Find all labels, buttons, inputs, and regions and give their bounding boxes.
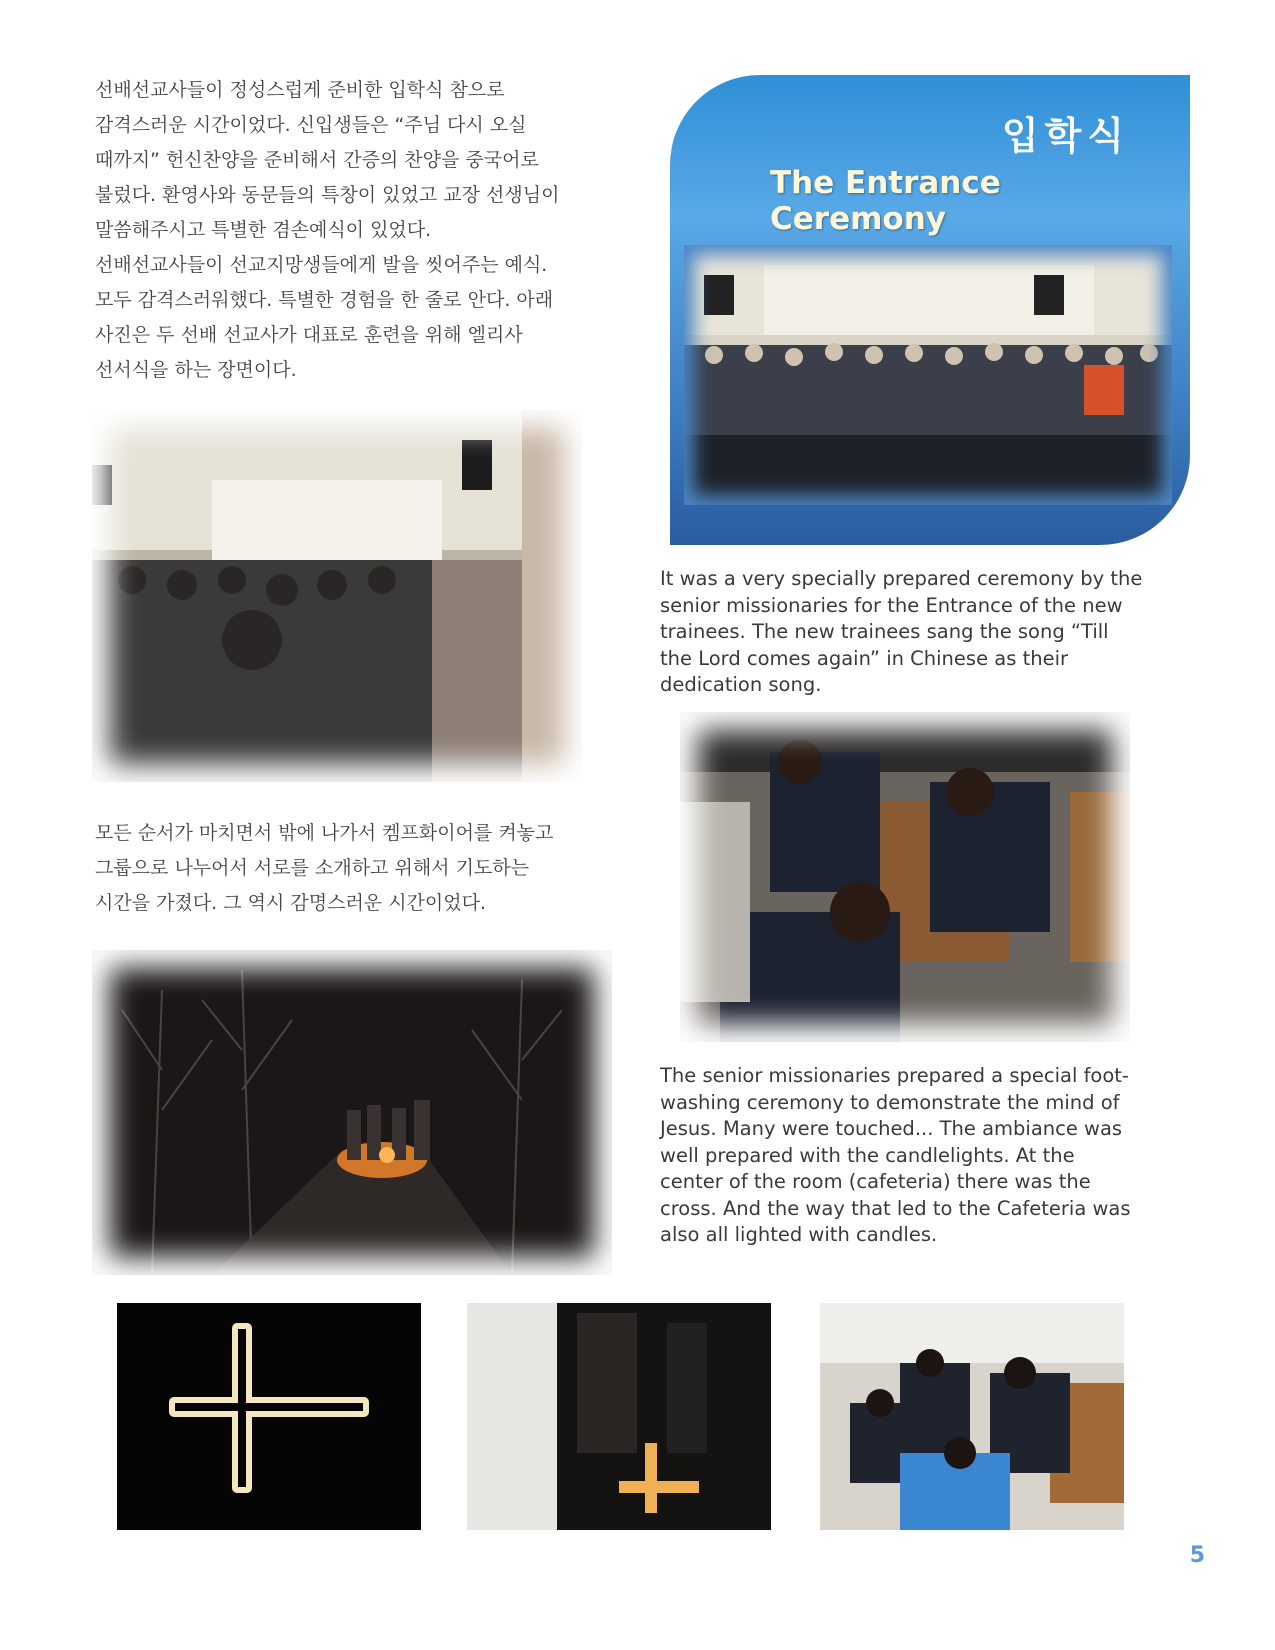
ko-line: 그룹으로 나누어서 서로를 소개하고 위해서 기도하는 xyxy=(95,857,529,879)
night-campfire-photo xyxy=(92,950,612,1275)
en-line: center of the room (cafeteria) there was the xyxy=(660,1170,1091,1193)
candle-cross-photo xyxy=(117,1303,421,1530)
candle-cross-graphic xyxy=(117,1303,421,1530)
english-paragraph-2 xyxy=(660,1063,1200,1249)
ko-line: 사진은 두 선배 선교사가 대표로 훈련을 위해 엘리사 xyxy=(95,324,523,346)
banner-title-english: The Entrance Ceremony xyxy=(770,165,1001,237)
foot-washing-group-photo xyxy=(820,1303,1124,1530)
en-line: Jesus. Many were touched... The ambiance was xyxy=(660,1117,1123,1140)
foot-washing-group-graphic xyxy=(820,1303,1124,1530)
page-number: 5 xyxy=(1189,1543,1205,1568)
en-line: also all lighted with candles. xyxy=(660,1223,938,1246)
ko-line: 모든 순서가 마치면서 밖에 나가서 켐프화이어를 켜놓고 xyxy=(95,822,554,844)
korean-paragraph-1 xyxy=(95,73,615,388)
en-line: The senior missionaries prepared a special foot- xyxy=(660,1064,1129,1087)
hallway-candles-photo xyxy=(467,1303,771,1530)
hallway-candles-graphic xyxy=(467,1303,771,1530)
en-line: washing ceremony to demonstrate the mind of xyxy=(660,1090,1120,1114)
en-line: senior missionaries for the Entrance of the new xyxy=(660,593,1123,617)
ko-line: 선배선교사들이 선교지망생들에게 발을 씻어주는 예식. xyxy=(95,254,548,276)
ko-line: 선배선교사들이 정성스럽게 준비한 입학식 참으로 xyxy=(95,79,505,101)
en-line: well prepared with the candlelights. At the xyxy=(660,1143,1075,1167)
auditorium-photo xyxy=(92,410,582,782)
ko-line: 불렀다. 환영사와 동문들의 특창이 있었고 교장 선생님이 xyxy=(95,184,560,206)
english-paragraph-1 xyxy=(660,566,1200,699)
ko-line: 시간을 가졌다. 그 역시 감명스러운 시간이었다. xyxy=(95,892,487,914)
ceremony-hall-photo xyxy=(684,245,1172,505)
en-line: dedication song. xyxy=(660,673,822,696)
ko-line: 모두 감격스러워했다. 특별한 경험을 한 줄로 안다. 아래 xyxy=(95,289,554,311)
ko-line: 때까지” 헌신찬양을 준비해서 간증의 찬양을 중국어로 xyxy=(95,149,539,171)
korean-paragraph-2 xyxy=(95,816,615,921)
en-line: trainees. The new trainees sang the song “Till xyxy=(660,620,1109,643)
ko-line: 감격스러운 시간이었다. 신입생들은 “주님 다시 오실 xyxy=(95,114,527,136)
banner-title-korean: 입학식 xyxy=(1001,114,1130,158)
en-line: cross. And the way that led to the Cafeteria was xyxy=(660,1196,1131,1220)
en-line: It was a very specially prepared ceremony by the xyxy=(660,567,1143,590)
foot-washing-photo xyxy=(680,712,1130,1042)
en-line: the Lord comes again” in Chinese as their xyxy=(660,646,1069,670)
ko-line: 말씀해주시고 특별한 겸손예식이 있었다. xyxy=(95,219,432,241)
header-banner xyxy=(670,75,1190,545)
ko-line: 선서식을 하는 장면이다. xyxy=(95,359,297,381)
